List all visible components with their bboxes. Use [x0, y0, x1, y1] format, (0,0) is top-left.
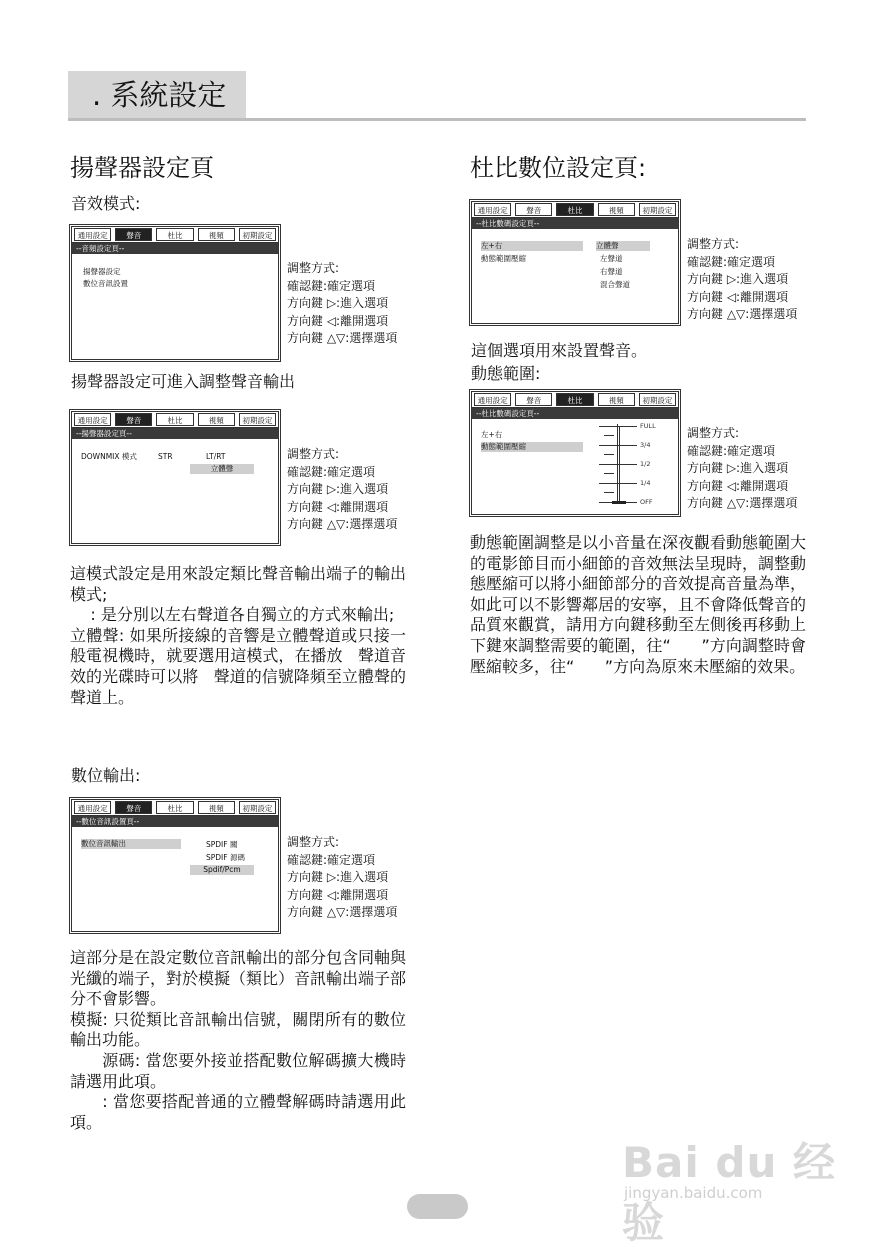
menu-tabs [472, 202, 678, 218]
tab-initial[interactable]: 初期設定 [639, 203, 676, 216]
tab-initial[interactable]: 初期設定 [639, 393, 676, 406]
option-stereo[interactable]: 立體聲 [190, 464, 254, 474]
digital-audio-screen [69, 797, 281, 934]
channel-text: 這個選項用來設置聲音。 [471, 341, 648, 360]
controls-legend-1: 調整方式: 確認鍵:確定選項 方向鍵 ▷:進入選項 方向鍵 ◁:離開選項 方向鍵 △▽:選擇選項 [287, 261, 398, 346]
menu-item-digital-output[interactable]: 數位音訊輸出 [81, 839, 181, 849]
downmix-label[interactable]: DOWNMIX 模式 [81, 452, 137, 461]
menu-tabs [72, 412, 278, 428]
tab-initial[interactable]: 初期設定 [239, 413, 276, 426]
menu-item-drc[interactable]: 動態範圍壓縮 [481, 254, 526, 263]
option-spdif-off[interactable]: SPDIF 關 [206, 840, 238, 849]
sound-mode-heading: 音效模式: [71, 194, 141, 213]
scale-label-1-2: 1/2 [640, 460, 651, 468]
dynamic-range-heading: 動態範圍: [471, 364, 541, 383]
scale-label-3-4: 3/4 [640, 441, 651, 449]
scale-label-1-4: 1/4 [640, 479, 651, 487]
tab-audio[interactable]: 聲音 [115, 228, 152, 241]
tab-video[interactable]: 視頻 [598, 393, 635, 406]
dynamic-range-description: 動態範圍調整是以小音量在深夜觀看動態範圍大的電影節目而小細節的音效無法呈現時，調整動態壓縮可以將小細節部分的音效提高音量為準，如此可以不影響鄰居的安寧，且不會降低聲音的品質來觀賞，請用方向鍵移動至左側後再移動上下鍵來調整需要的範圍，往“ ”方向調整時會壓縮較多，往“ ”方向為原來未壓縮的效果。 [470, 533, 807, 676]
tab-general[interactable]: 通用設定 [74, 413, 111, 426]
tab-dolby[interactable]: 杜比 [156, 413, 193, 426]
menu-tabs [72, 800, 278, 816]
option-ltrt[interactable]: LT/RT [206, 452, 226, 461]
audio-setup-screen [69, 224, 281, 362]
page-label: --杜比數碼設定頁-- [472, 408, 678, 419]
dolby-section-title: 杜比數位設定頁: [470, 154, 647, 182]
tab-initial[interactable]: 初期設定 [239, 228, 276, 241]
menu-item-speaker-setup[interactable]: 揚聲器設定 [83, 267, 121, 276]
option-left-channel[interactable]: 左聲道 [600, 254, 623, 263]
option-stereo[interactable]: 立體聲 [596, 241, 650, 251]
page-label: --杜比數碼設定頁-- [472, 218, 678, 229]
scale-label-off: OFF [640, 498, 653, 506]
drc-slider[interactable] [596, 424, 670, 509]
dolby-setup-screen [469, 199, 681, 326]
watermark-logo: Bai du 经验 [622, 1138, 836, 1247]
option-mixed-channel[interactable]: 混合聲道 [600, 280, 630, 289]
downmix-value: STR [158, 452, 173, 461]
tab-audio[interactable]: 聲音 [515, 203, 552, 216]
page-label: --音頻設定頁-- [72, 243, 278, 254]
menu-item-left-right[interactable]: 左+右 [481, 241, 583, 251]
controls-legend-5: 調整方式: 確認鍵:確定選項 方向鍵 ▷:進入選項 方向鍵 ◁:離開選項 方向鍵 △▽:選擇選項 [687, 426, 798, 511]
tab-dolby[interactable]: 杜比 [156, 801, 193, 814]
scale-label-full: FULL [640, 422, 656, 430]
watermark-url: jingyan.baidu.com [624, 1184, 763, 1202]
option-spdif-pcm[interactable]: Spdif/Pcm [190, 865, 254, 875]
tab-dolby[interactable]: 杜比 [556, 393, 593, 406]
page-number-pill [407, 1194, 468, 1219]
tab-video[interactable]: 視頻 [198, 801, 235, 814]
tab-dolby[interactable]: 杜比 [156, 228, 193, 241]
menu-item-drc[interactable]: 動態範圍壓縮 [481, 442, 583, 452]
tab-video[interactable]: 視頻 [598, 203, 635, 216]
page-label: --數位音訊設置頁-- [72, 816, 278, 827]
tab-general[interactable]: 通用設定 [74, 801, 111, 814]
tab-general[interactable]: 通用設定 [474, 203, 511, 216]
digital-description: 這部分是在設定數位音訊輸出的部分包含同軸與光纖的端子，對於模擬（類比）音訊輸出端子部分不會影響。 模擬: 只從類比音訊輸出信號，關閉所有的數位輸出功能。 源碼: 當您要外接並搭配數位解碼擴大機時請選用此項。 : 當您要搭配普通的立體聲解碼時請選用此項。 [70, 948, 407, 1132]
option-right-channel[interactable]: 右聲道 [600, 267, 623, 276]
speaker-text: 揚聲器設定可進入調整聲音輸出 [71, 372, 296, 391]
page-label: --揚聲器設定頁-- [72, 428, 278, 439]
slider-handle[interactable] [612, 501, 626, 504]
controls-legend-2: 調整方式: 確認鍵:確定選項 方向鍵 ▷:進入選項 方向鍵 ◁:離開選項 方向鍵 △▽:選擇選項 [287, 447, 398, 532]
tab-audio[interactable]: 聲音 [115, 413, 152, 426]
menu-item-left-right[interactable]: 左+右 [481, 430, 503, 439]
dynamic-range-screen [469, 389, 681, 517]
tab-general[interactable]: 通用設定 [474, 393, 511, 406]
digital-output-heading: 數位輸出: [71, 766, 141, 785]
page-title: . 系統設定 [92, 78, 227, 112]
option-spdif-raw[interactable]: SPDIF 源碼 [206, 853, 245, 862]
tab-dolby[interactable]: 杜比 [556, 203, 593, 216]
speaker-section-title: 揚聲器設定頁 [70, 154, 214, 182]
downmix-description: 這模式設定是用來設定類比聲音輸出端子的輸出模式; : 是分別以左右聲道各自獨立的方式來輸出; 立體聲: 如果所接線的音響是立體聲道或只接一般電視機時，就要選用這模式，在播放 聲道音效的光碟時可以將 聲道的信號降頻至立體聲的 聲道上。 [70, 564, 412, 707]
tab-initial[interactable]: 初期設定 [239, 801, 276, 814]
menu-tabs [472, 392, 678, 408]
tab-audio[interactable]: 聲音 [115, 801, 152, 814]
tab-general[interactable]: 通用設定 [74, 228, 111, 241]
tab-audio[interactable]: 聲音 [515, 393, 552, 406]
tab-video[interactable]: 視頻 [198, 228, 235, 241]
menu-tabs [72, 227, 278, 243]
controls-legend-4: 調整方式: 確認鍵:確定選項 方向鍵 ▷:進入選項 方向鍵 ◁:離開選項 方向鍵 △▽:選擇選項 [687, 237, 798, 322]
menu-item-digital-audio[interactable]: 數位音訊設置 [83, 279, 128, 288]
controls-legend-3: 調整方式: 確認鍵:確定選項 方向鍵 ▷:進入選項 方向鍵 ◁:離開選項 方向鍵 △▽:選擇選項 [287, 835, 398, 920]
tab-video[interactable]: 視頻 [198, 413, 235, 426]
speaker-setup-screen [69, 409, 281, 546]
header-rule [68, 118, 806, 121]
